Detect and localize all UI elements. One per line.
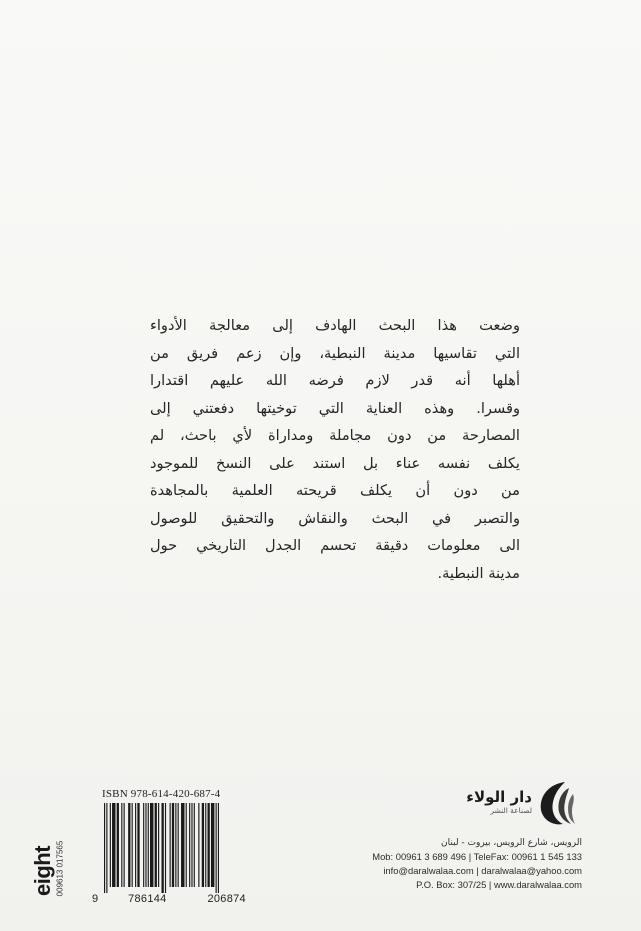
barcode-bar: [181, 803, 184, 887]
publisher-name: دار الولاء: [466, 788, 532, 806]
blurb-line: من دون أن يكلف قريحته العلمية بالمجاهدة: [150, 482, 520, 499]
publisher-emails: info@daralwalaa.com | daralwalaa@yahoo.com: [383, 865, 582, 876]
barcode-graphic: [102, 803, 269, 893]
barcode-bar: [202, 803, 204, 887]
publisher-po-web: P.O. Box: 307/25 | www.daralwalaa.com: [416, 879, 582, 890]
barcode-bar: [172, 803, 174, 887]
barcode-bar: [104, 803, 105, 893]
barcode-bar: [121, 803, 122, 887]
publisher-tagline: لصناعة النشر: [490, 806, 532, 815]
blurb-line: التي تقاسيها مدينة النبطية، وإن زعم فريق من: [150, 344, 520, 362]
barcode-bar: [178, 803, 179, 887]
barcode-bar: [186, 803, 187, 887]
publisher-contact: [350, 836, 582, 892]
barcode-bar: [211, 803, 214, 887]
blurb-line: مدينة النبطية.: [437, 564, 520, 582]
barcode-digit-group: 206874: [207, 893, 246, 905]
barcode-bar: [198, 803, 199, 887]
barcode-bar: [165, 803, 166, 893]
barcode-bar: [189, 803, 190, 887]
blurb-line: وقسرا. وهذه العناية التي توخيتها دفعتني إلى: [150, 399, 520, 417]
barcode-bar: [148, 803, 149, 887]
barcode-digit-lead: 9: [92, 893, 99, 905]
barcode-bar: [145, 803, 146, 887]
barcode-bar: [170, 803, 171, 887]
barcode-bar: [162, 803, 164, 893]
barcode-bar: [205, 803, 206, 887]
eight-logo-word: eight: [30, 845, 56, 897]
barcode-bar: [216, 803, 217, 893]
barcode-bar: [112, 803, 115, 887]
blurb-line: الى معلومات دقيقة تحسم الجدل التاريخي حول: [150, 537, 520, 554]
barcode-bar: [137, 803, 139, 887]
barcode-digit-group: 786144: [128, 893, 167, 905]
barcode-bar: [135, 803, 136, 887]
blurb-line: وضعت هذا البحث الهادف إلى معالجة الأدواء: [150, 317, 520, 334]
eight-code-text: 009613 017565: [55, 840, 65, 897]
isbn-label: ISBN 978-614-420-687-4: [102, 788, 221, 800]
barcode-bar: [194, 803, 195, 887]
barcode-bar: [128, 803, 130, 887]
barcode-bar: [117, 803, 119, 887]
publisher-address: الرويس، شارع الرويس، بيروت - لبنان: [441, 838, 582, 848]
blurb-line: المصارحة من دون مجاملة ومداراة لأي باحث، لم: [150, 427, 520, 444]
barcode-bar: [150, 803, 153, 887]
barcode-bar: [143, 803, 144, 887]
barcode-bar: [132, 803, 133, 887]
barcode-bar: [175, 803, 176, 887]
barcode-bar: [208, 803, 210, 887]
barcode-bar: [191, 803, 192, 887]
eight-code-label: [55, 836, 72, 906]
barcode-bar: [106, 803, 107, 893]
barcode-bar: [124, 803, 125, 887]
publisher-logo-icon: [535, 778, 581, 828]
blurb-text: [150, 312, 520, 587]
barcode-bar: [218, 803, 219, 893]
publisher-phones: Mob: 00961 3 689 496 | TeleFax: 00961 1 545 133: [372, 851, 582, 862]
blurb-line: يكلف نفسه عناء بل استند على النسخ للموجود: [150, 454, 520, 472]
barcode-bar: [155, 803, 157, 887]
barcode-bar: [158, 803, 159, 887]
barcode-bar: [110, 803, 111, 887]
blurb-line: أهلها أنه قدر لازم فرضه الله عليهم اقتدارا: [150, 372, 520, 389]
blurb-line: والتصبر في البحث والنقاش والتحقيق للوصول: [150, 509, 520, 527]
barcode-digits: [92, 893, 272, 905]
